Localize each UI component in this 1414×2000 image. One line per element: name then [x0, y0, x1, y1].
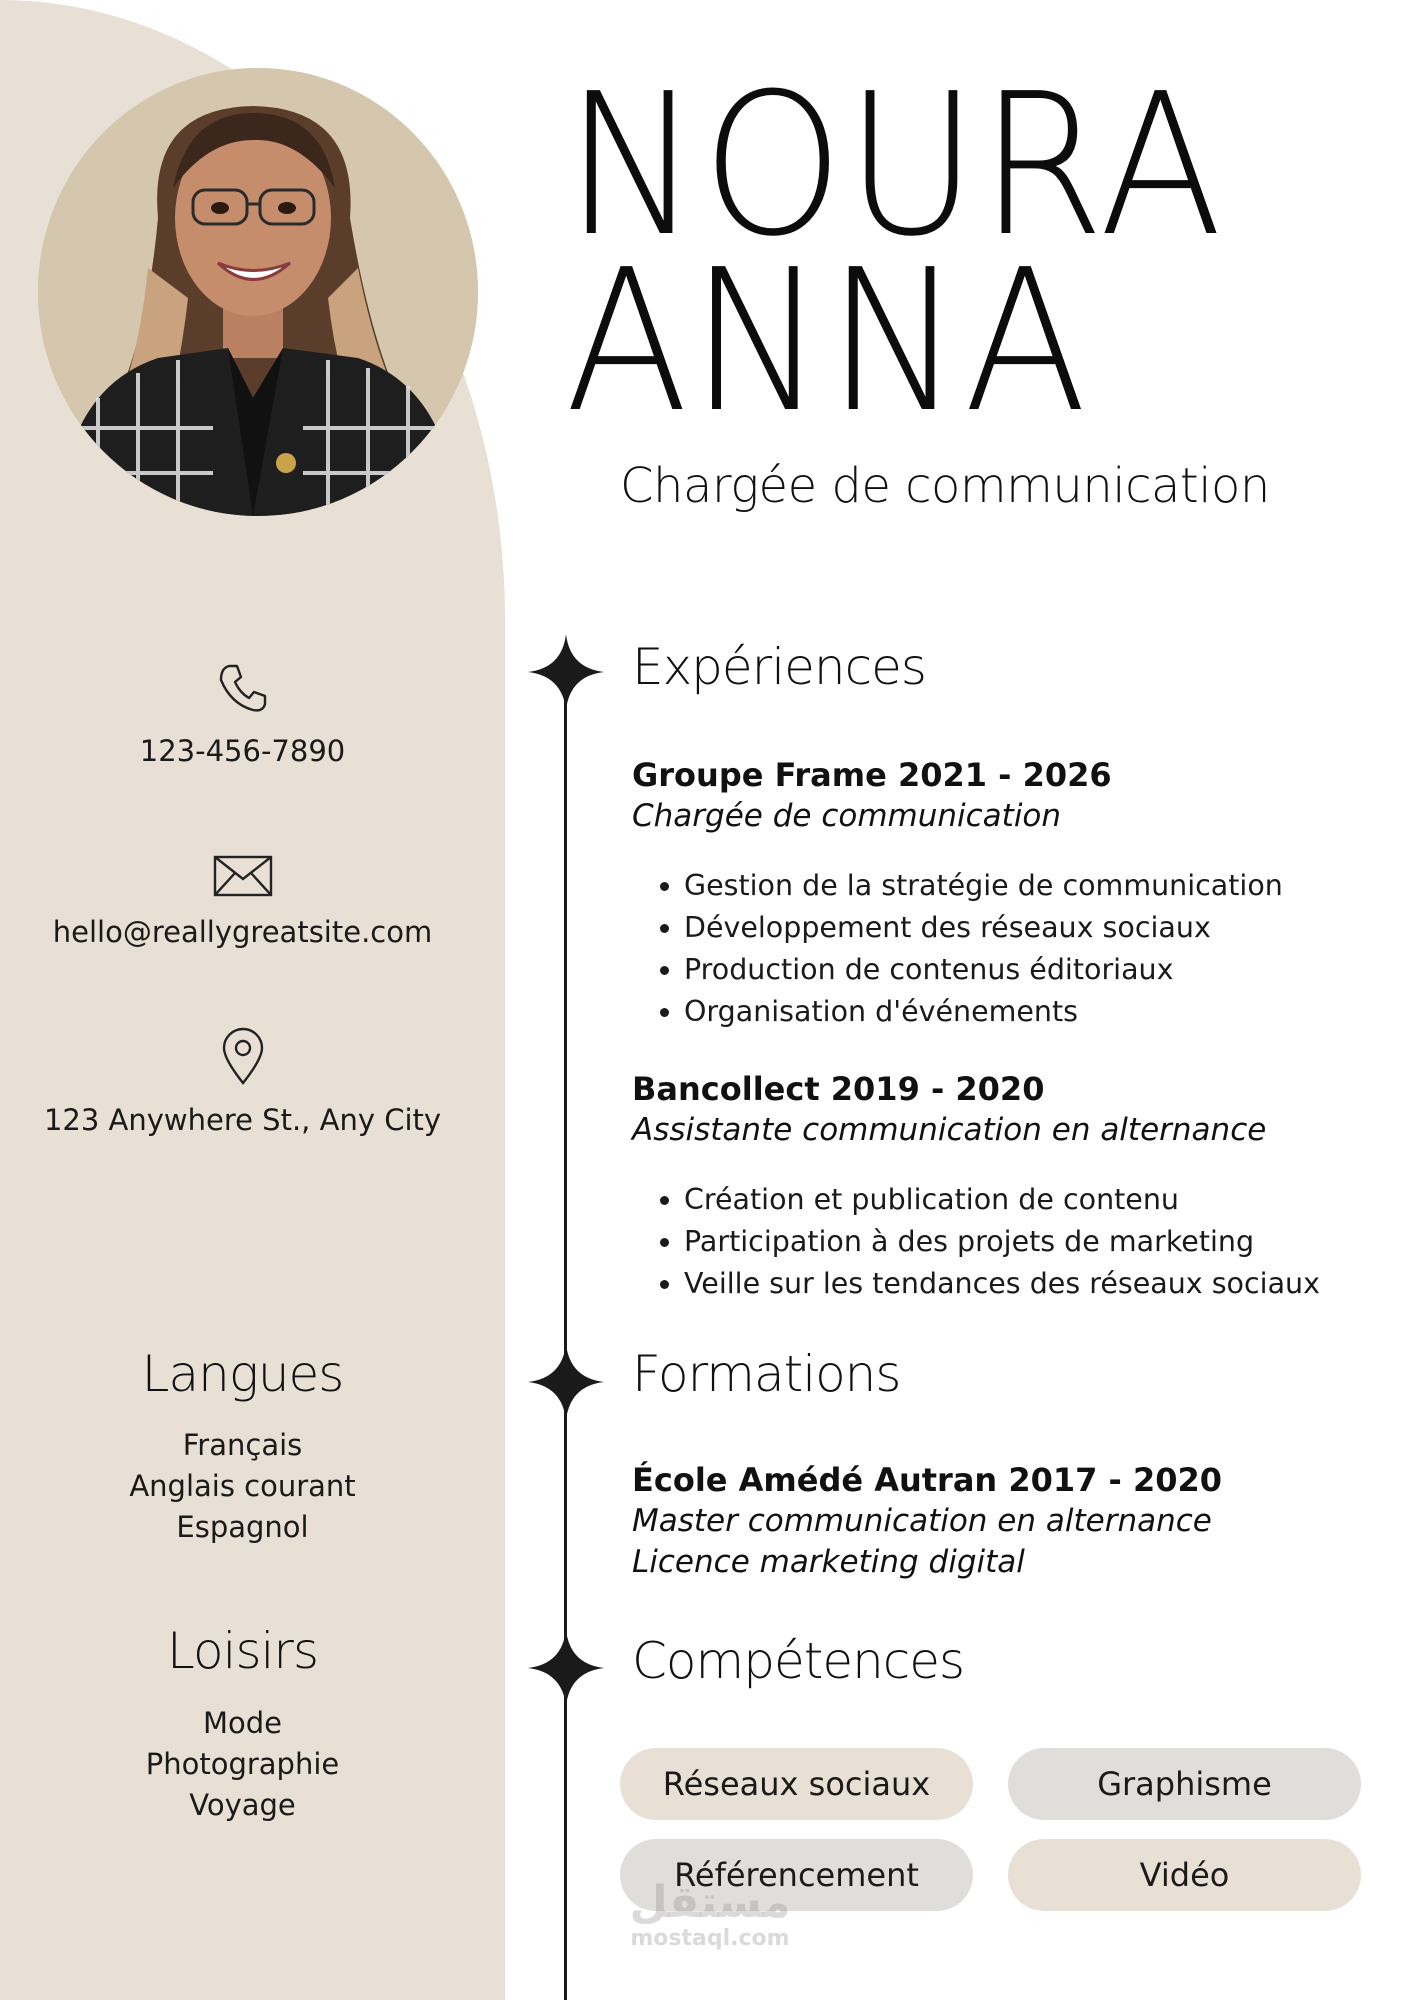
- languages-list: [0, 1425, 485, 1548]
- experiences-title: Expériences: [632, 638, 926, 696]
- skill-tag: [1008, 1839, 1361, 1911]
- experience-role: Chargée de communication: [632, 798, 1062, 834]
- location-pin-icon: [220, 1027, 266, 1085]
- last-name: ANNA: [565, 228, 1089, 456]
- hobby-item: Photographie: [145, 1747, 340, 1781]
- hobby-item: Mode: [202, 1706, 282, 1740]
- education-degree: Licence marketing digital: [632, 1544, 1025, 1580]
- hobbies-list: [0, 1703, 485, 1826]
- envelope-icon: [213, 855, 273, 897]
- skill-tag: [620, 1748, 973, 1820]
- education-school: École Amédé Autran 2017 - 2020: [632, 1461, 1223, 1499]
- skill-label: Référencement: [674, 1856, 919, 1894]
- language-item: Anglais courant: [129, 1469, 356, 1503]
- language-item: Espagnol: [176, 1510, 309, 1544]
- skill-label: Vidéo: [1139, 1856, 1230, 1894]
- watermark-latin: mostaql.com: [630, 1926, 790, 1951]
- skill-label: Graphisme: [1097, 1765, 1272, 1803]
- contact-address: [0, 1027, 485, 1137]
- contact-email: [0, 855, 485, 949]
- first-name: NOURA: [565, 52, 1225, 280]
- education-title: Formations: [632, 1345, 901, 1403]
- email-address[interactable]: hello@reallygreatsite.com: [52, 915, 433, 949]
- profile-photo: [38, 68, 478, 516]
- experience-tasks: [632, 865, 1372, 1033]
- list-item: • Gestion de la stratégie de communication: [684, 865, 1372, 907]
- skill-label: Réseaux sociaux: [662, 1765, 931, 1803]
- experience-tasks: [632, 1179, 1372, 1305]
- phone-number[interactable]: 123-456-7890: [139, 734, 346, 768]
- sparkle-icon: [526, 1342, 606, 1422]
- sparkle-icon: [526, 632, 606, 712]
- sparkle-icon: [526, 1628, 606, 1708]
- list-item: • Veille sur les tendances des réseaux sociaux: [684, 1263, 1372, 1305]
- experience-company: Bancollect 2019 - 2020: [632, 1070, 1045, 1108]
- list-item: • Production de contenus éditoriaux: [684, 949, 1372, 991]
- hobbies-title: Loisirs: [166, 1622, 318, 1680]
- contact-phone: [0, 660, 485, 768]
- full-name: [565, 52, 1319, 456]
- experience-entry: [632, 754, 1372, 1033]
- watermark-arabic: مستقل: [629, 1877, 791, 1928]
- list-item: • Création et publication de contenu: [684, 1179, 1372, 1221]
- address: 123 Anywhere St., Any City: [43, 1103, 442, 1137]
- experience-company: Groupe Frame 2021 - 2026: [632, 756, 1112, 794]
- experience-role: Assistante communication en alternance: [632, 1112, 1267, 1148]
- hobby-item: Voyage: [189, 1788, 296, 1822]
- list-item: • Participation à des projets de marketing: [684, 1221, 1372, 1263]
- language-item: Français: [182, 1428, 303, 1462]
- education-degree: Master communication en alternance: [632, 1503, 1212, 1539]
- list-item: • Organisation d'événements: [684, 991, 1372, 1033]
- job-title: Chargée de communication: [620, 458, 1270, 514]
- languages-title: Langues: [141, 1345, 344, 1403]
- experience-entry: [632, 1068, 1372, 1305]
- timeline-line: [564, 670, 567, 2000]
- skills-title: Compétences: [632, 1632, 965, 1690]
- phone-icon: [215, 660, 271, 716]
- list-item: • Développement des réseaux sociaux: [684, 907, 1372, 949]
- watermark: [620, 1877, 800, 1952]
- education-entry: [632, 1459, 1372, 1583]
- skill-tag: [1008, 1748, 1361, 1820]
